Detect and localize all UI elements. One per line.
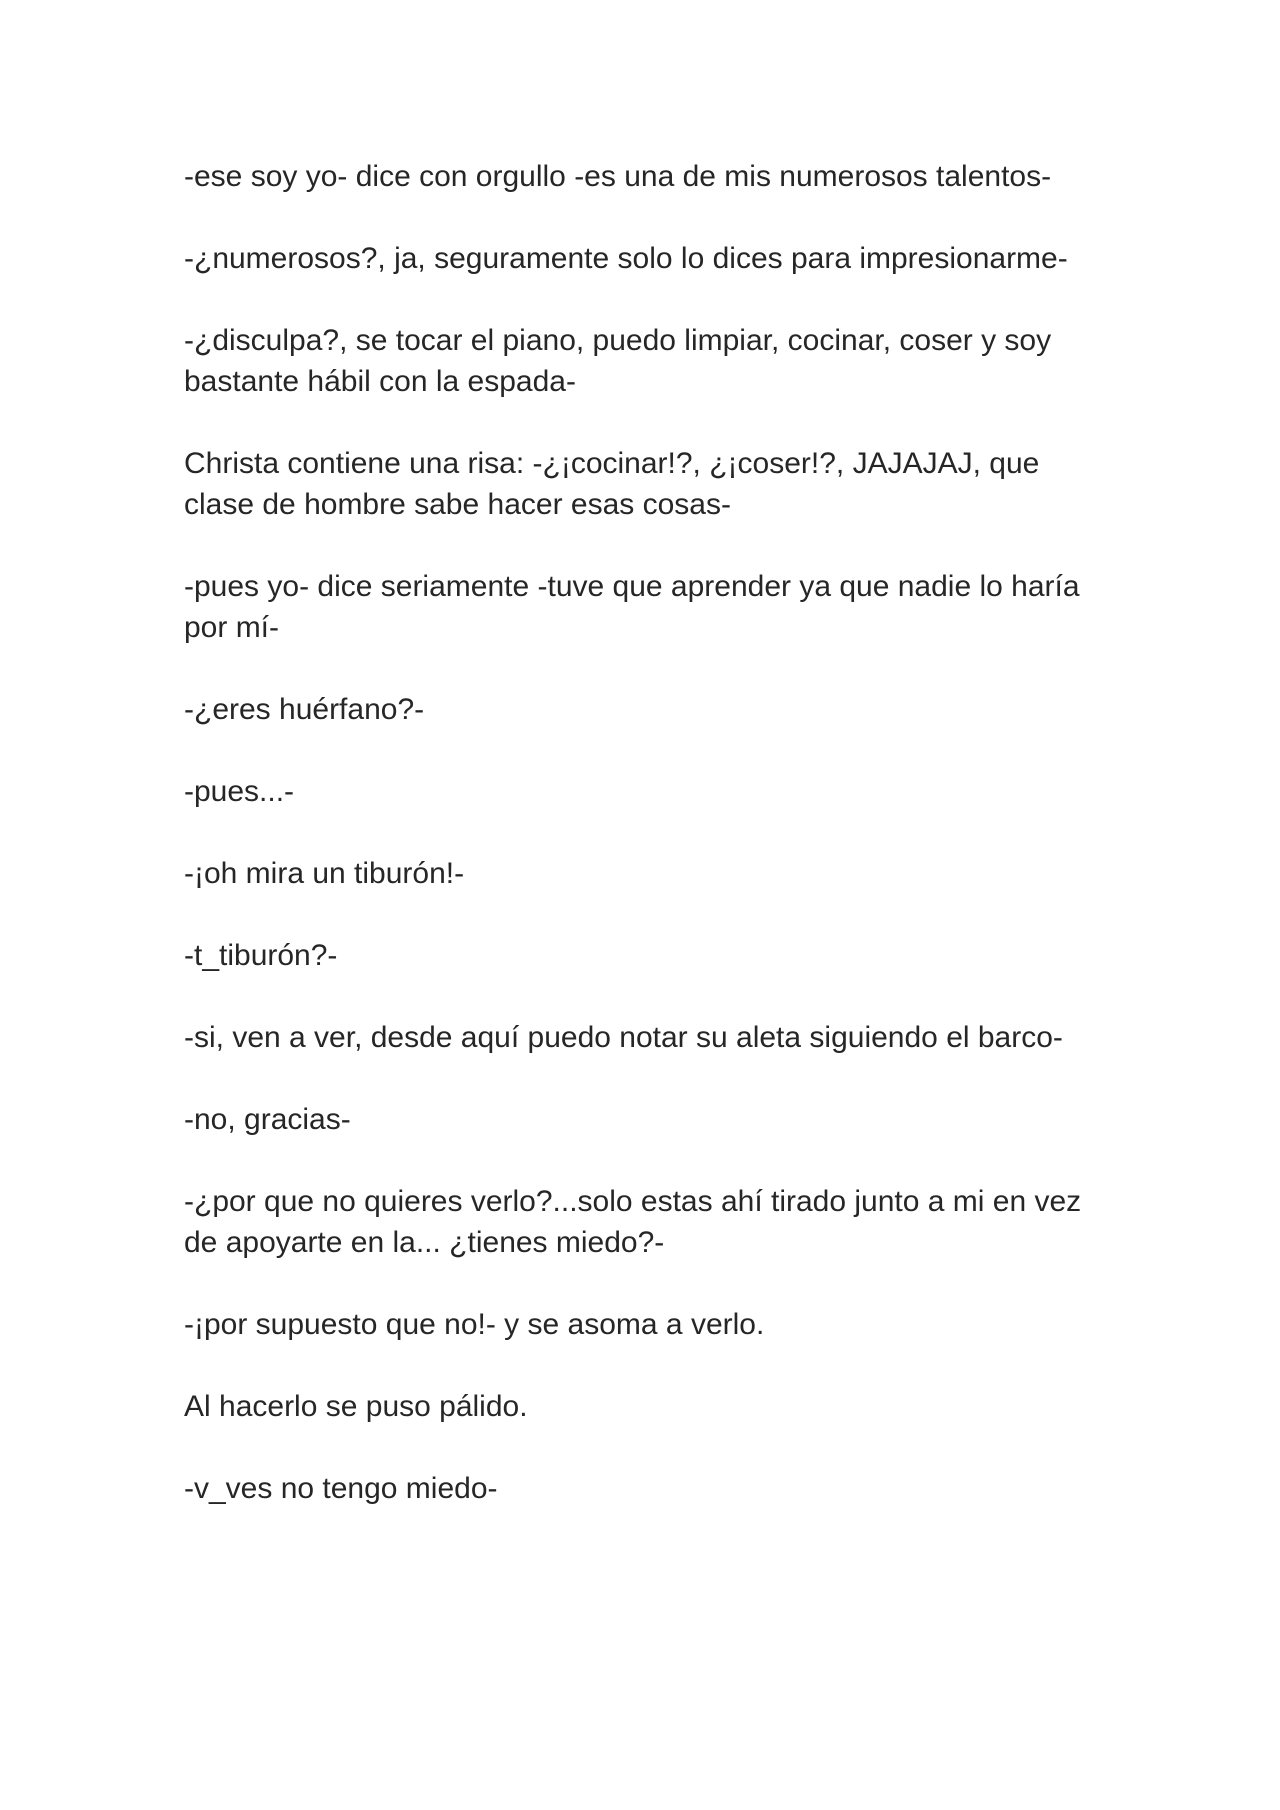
paragraph-12: -¿por que no quieres verlo?...solo estas ahí tirado junto a mi en vez de apoyarte en la... ¿tienes miedo?-	[184, 1185, 1082, 1259]
paragraph-4: Christa contiene una risa: -¿¡cocinar!?, ¿¡coser!?, JAJAJAJ, que clase de hombre sabe hacer esas cosas-	[184, 447, 1040, 521]
paragraph-7: -pues...-	[184, 775, 295, 808]
paragraph-13: -¡por supuesto que no!- y se asoma a verlo.	[184, 1308, 765, 1341]
paragraph-1: -ese soy yo- dice con orgullo -es una de mis numerosos talentos-	[184, 160, 1052, 193]
paragraph-9: -t_tiburón?-	[184, 939, 338, 972]
paragraph-15: -v_ves no tengo miedo-	[184, 1472, 498, 1505]
paragraph-11: -no, gracias-	[184, 1103, 351, 1136]
document-body	[184, 156, 1104, 1550]
paragraph-8: -¡oh mira un tiburón!-	[184, 857, 465, 890]
paragraph-10: -si, ven a ver, desde aquí puedo notar su aleta siguiendo el barco-	[184, 1021, 1063, 1054]
paragraph-3: -¿disculpa?, se tocar el piano, puedo limpiar, cocinar, coser y soy bastante hábil con la espada-	[184, 324, 1052, 398]
paragraph-5: -pues yo- dice seriamente -tuve que aprender ya que nadie lo haría por mí-	[184, 570, 1080, 644]
paragraph-2: -¿numerosos?, ja, seguramente solo lo dices para impresionarme-	[184, 242, 1068, 275]
paragraph-14: Al hacerlo se puso pálido.	[184, 1390, 528, 1423]
paragraph-6: -¿eres huérfano?-	[184, 693, 425, 726]
